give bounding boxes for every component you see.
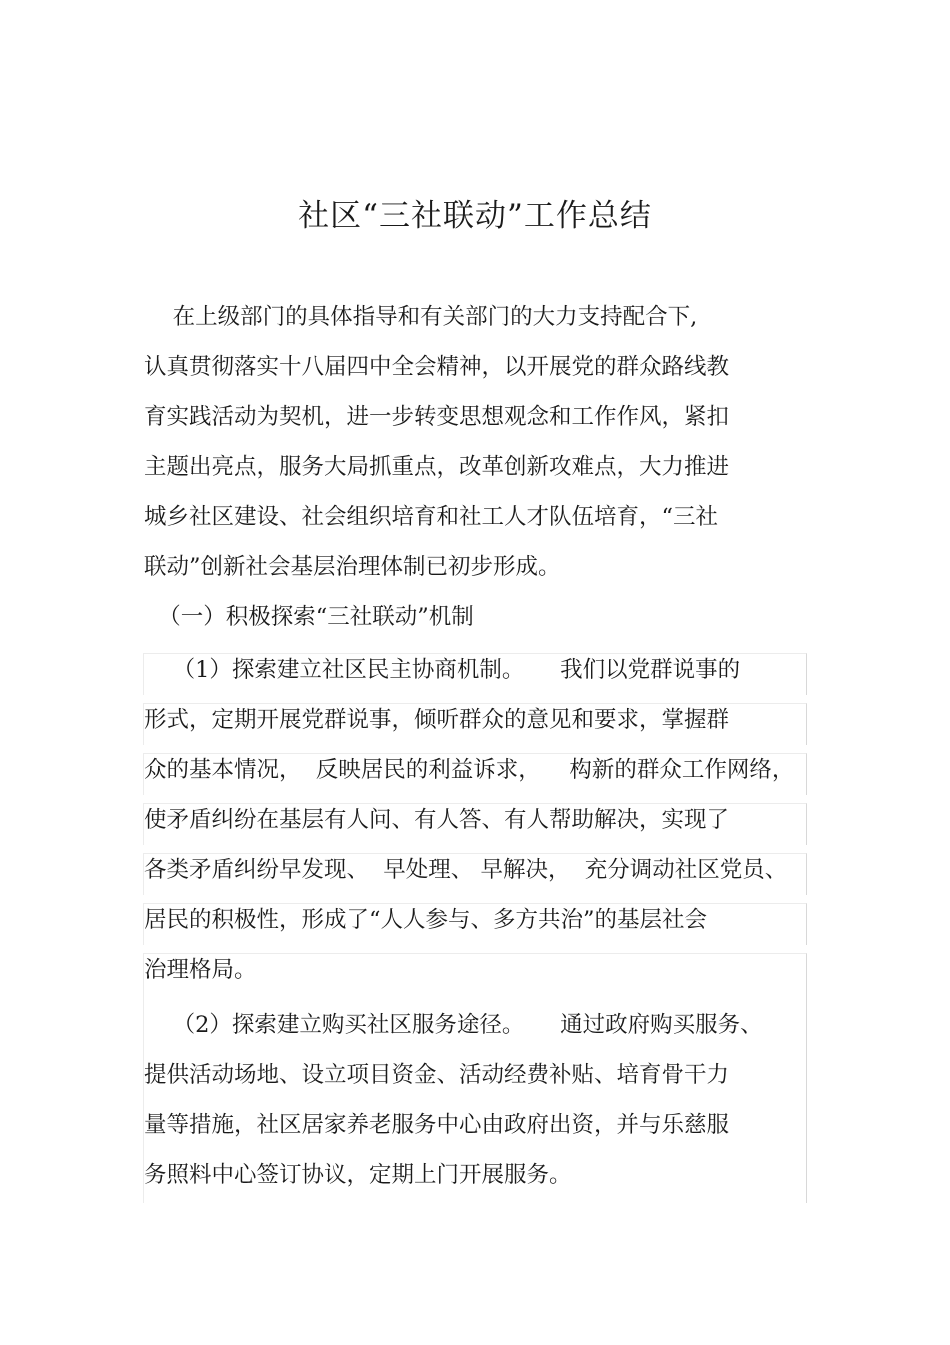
- document-title: 社区“三社联动”工作总结: [298, 198, 652, 234]
- paragraph-line: 认真贯彻落实十八届四中全会精神，以开展党的群众路线教: [144, 354, 730, 380]
- paragraph-line: 在上级部门的具体指导和有关部门的大力支持配合下,: [144, 304, 698, 330]
- paragraph-line: 众的基本情况， 反映居民的利益诉求， 构新的群众工作网络，: [144, 757, 795, 783]
- paragraph-line: （1）探索建立社区民主协商机制。 我们以党群说事的: [144, 657, 741, 683]
- paragraph-line: 务照料中心签订协议，定期上门开展服务。: [144, 1162, 572, 1188]
- paragraph-line: 各类矛盾纠纷早发现、 早处理、 早解决， 充分调动社区党员、: [144, 857, 788, 883]
- section-heading: （一）积极探索“三社联动”机制: [144, 604, 474, 630]
- paragraph-line: 主题出亮点，服务大局抓重点，改革创新攻难点，大力推进: [144, 454, 730, 480]
- paragraph-line: 城乡社区建设、社会组织培育和社工人才队伍培育，“三社: [144, 504, 719, 530]
- paragraph-line: 量等措施，社区居家养老服务中心由政府出资，并与乐慈服: [144, 1112, 730, 1138]
- paragraph-line: 联动”创新社会基层治理体制已初步形成。: [144, 554, 561, 580]
- paragraph-line: 使矛盾纠纷在基层有人问、有人答、有人帮助解决，实现了: [144, 807, 730, 833]
- paragraph-line: 治理格局。: [144, 957, 257, 983]
- paragraph-line: 形式，定期开展党群说事，倾听群众的意见和要求，掌握群: [144, 707, 730, 733]
- paragraph-line: 提供活动场地、设立项目资金、活动经费补贴、培育骨干力: [144, 1062, 730, 1088]
- paragraph-line: （2）探索建立购买社区服务途径。 通过政府购买服务、: [144, 1012, 763, 1038]
- paragraph-line: 育实践活动为契机，进一步转变思想观念和工作作风，紧扣: [144, 404, 730, 430]
- paragraph-line: 居民的积极性，形成了“人人参与、多方共治”的基层社会: [144, 907, 708, 933]
